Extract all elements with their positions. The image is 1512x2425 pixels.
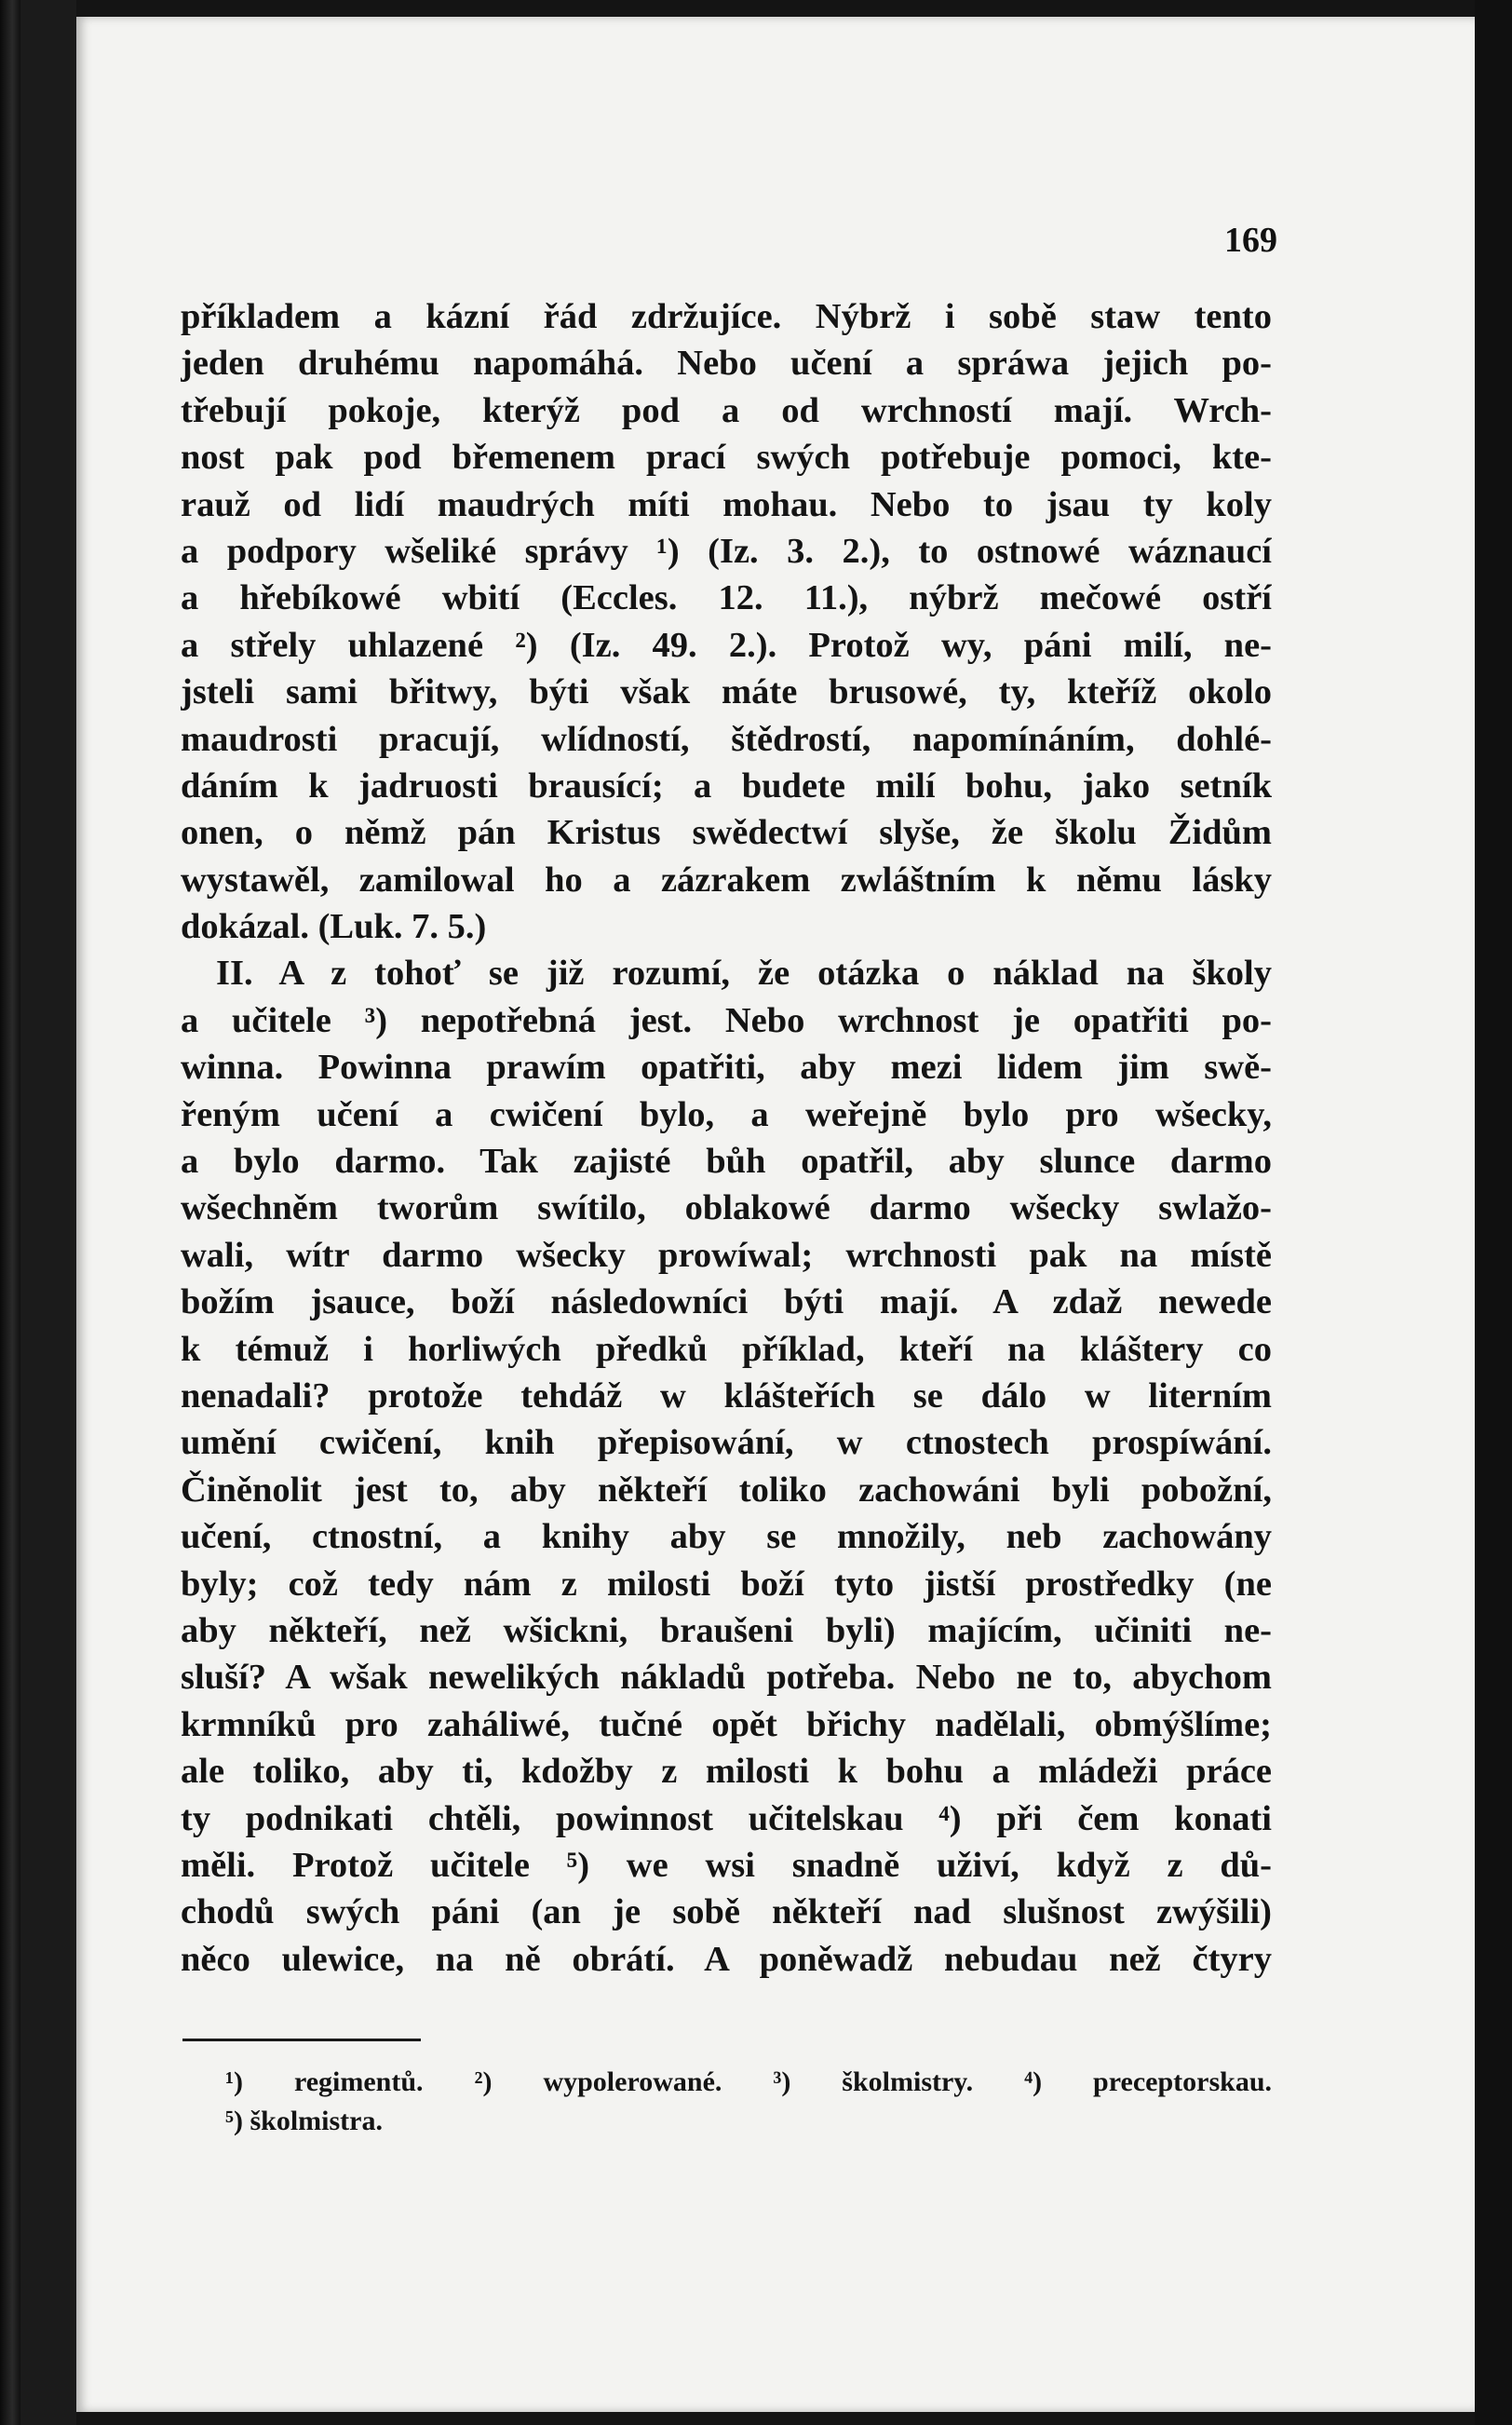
text-line: řeným učení a cwičení bylo, a weřejně bylo pro wšecky, xyxy=(181,1094,1272,1134)
text-line: božím jsauce, boží následowníci býti mají. A zdaž newede xyxy=(181,1282,1272,1322)
text-line: a střely uhlazené ²) (Iz. 49. 2.). Protož wy, páni milí, ne- xyxy=(181,625,1272,665)
text-line: maudrosti pracují, wlídností, štědrostí, napomínáním, dohlé- xyxy=(181,719,1272,759)
text-line: winna. Powinna prawím opatřiti, aby mezi lidem jim swě- xyxy=(181,1048,1272,1088)
scan-gutter xyxy=(20,0,76,2425)
footnotes xyxy=(225,2063,1272,2141)
text-line: třebují pokoje, kterýž pod a od wrchností mají. Wrch- xyxy=(181,390,1272,430)
text-line: wali, wítr darmo wšecky prowíwal; wrchnosti pak na místě xyxy=(181,1235,1272,1275)
text-line: ty podnikati chtěli, powinnost učitelskau ⁴) při čem konati xyxy=(181,1798,1272,1838)
text-line: a bylo darmo. Tak zajisté bůh opatřil, aby slunce darmo xyxy=(181,1142,1272,1182)
text-line: a učitele ³) nepotřebná jest. Nebo wrchnost je opatřiti po- xyxy=(181,1000,1272,1040)
text-line: krmníků pro zaháliwé, tučné opět břichy nadělali, obmýšlíme; xyxy=(181,1704,1272,1744)
text-line: nost pak pod břemenem prací swých potřebuje pomoci, kte- xyxy=(181,438,1272,478)
text-line: a podpory wšeliké správy ¹) (Iz. 3. 2.), to ostnowé wáznaucí xyxy=(181,531,1272,571)
body-text xyxy=(181,293,1272,1983)
text-line: ale toliko, aby ti, kdožby z milosti k bohu a mládeži práce xyxy=(181,1752,1272,1792)
text-line: sluší? A wšak newelikých nákladů potřeba. Nebo ne to, abychom xyxy=(181,1658,1272,1698)
text-line: učení, ctnostní, a knihy aby se množily, neb zachowány xyxy=(181,1517,1272,1557)
text-line: něco ulewice, na ně obrátí. A poněwadž nebudau než čtyry xyxy=(181,1939,1272,1979)
text-line: wšechněm tworům swítilo, oblakowé darmo wšecky swlažo- xyxy=(181,1188,1272,1228)
text-line: onen, o němž pán Kristus swědectwí slyše, že školu Židům xyxy=(181,813,1272,853)
text-line: příkladem a kázní řád zdržujíce. Nýbrž i sobě staw tento xyxy=(181,297,1272,336)
text-line: jeden druhému napomáhá. Nebo učení a spráwa jejich po- xyxy=(181,344,1272,384)
text-line: k témuž i horliwých předků příklad, kteří na kláštery co xyxy=(181,1329,1272,1369)
footnote-line: ⁵) školmistra. xyxy=(225,2106,383,2136)
footnote-divider xyxy=(182,2039,421,2041)
text-line: dokázal. (Luk. 7. 5.) xyxy=(181,907,487,947)
text-line: chodů swých páni (an je sobě někteří nad slušnost zwýšili) xyxy=(181,1892,1272,1932)
text-line: aby někteří, než wšickni, braušeni byli) majícím, učiniti ne- xyxy=(181,1610,1272,1650)
footnote-line: ¹) regimentů. ²) wypolerowané. ³) školmistry. ⁴) preceptorskau. xyxy=(225,2066,1272,2097)
page-number: 169 xyxy=(1224,221,1277,260)
scan-right-edge xyxy=(1475,0,1512,2425)
text-line: dáním k jadruosti brausící; a budete milí bohu, jako setník xyxy=(181,765,1272,806)
scan-left-edge xyxy=(0,0,20,2425)
text-line: wystawěl, zamilowal ho a zázrakem zwláštním k němu lásky xyxy=(181,860,1272,900)
text-line: a hřebíkowé wbití (Eccles. 12. 11.), nýbrž mečowé ostří xyxy=(181,578,1272,618)
text-line: nenadali? protože tehdáž w klášteřích se dálo w literním xyxy=(181,1375,1272,1416)
text-line: rauž od lidí maudrých míti mohau. Nebo to jsau ty koly xyxy=(181,484,1272,524)
text-line: jsteli sami břitwy, býti však máte brusowé, ty, kteříž okolo xyxy=(181,672,1272,712)
text-line: II. A z tohoť se již rozumí, že otázka o náklad na školy xyxy=(216,954,1272,994)
text-line: byly; což tedy nám z milosti boží tyto jistší prostředky (ne xyxy=(181,1564,1272,1604)
book-page xyxy=(76,17,1475,2412)
text-line: umění cwičení, knih přepisowání, w ctnostech prospíwání. xyxy=(181,1423,1272,1463)
text-line: Činěnolit jest to, aby někteří toliko zachowáni byli pobožní, xyxy=(181,1470,1272,1510)
text-line: měli. Protož učitele ⁵) we wsi snadně uživí, když z dů- xyxy=(181,1845,1272,1885)
